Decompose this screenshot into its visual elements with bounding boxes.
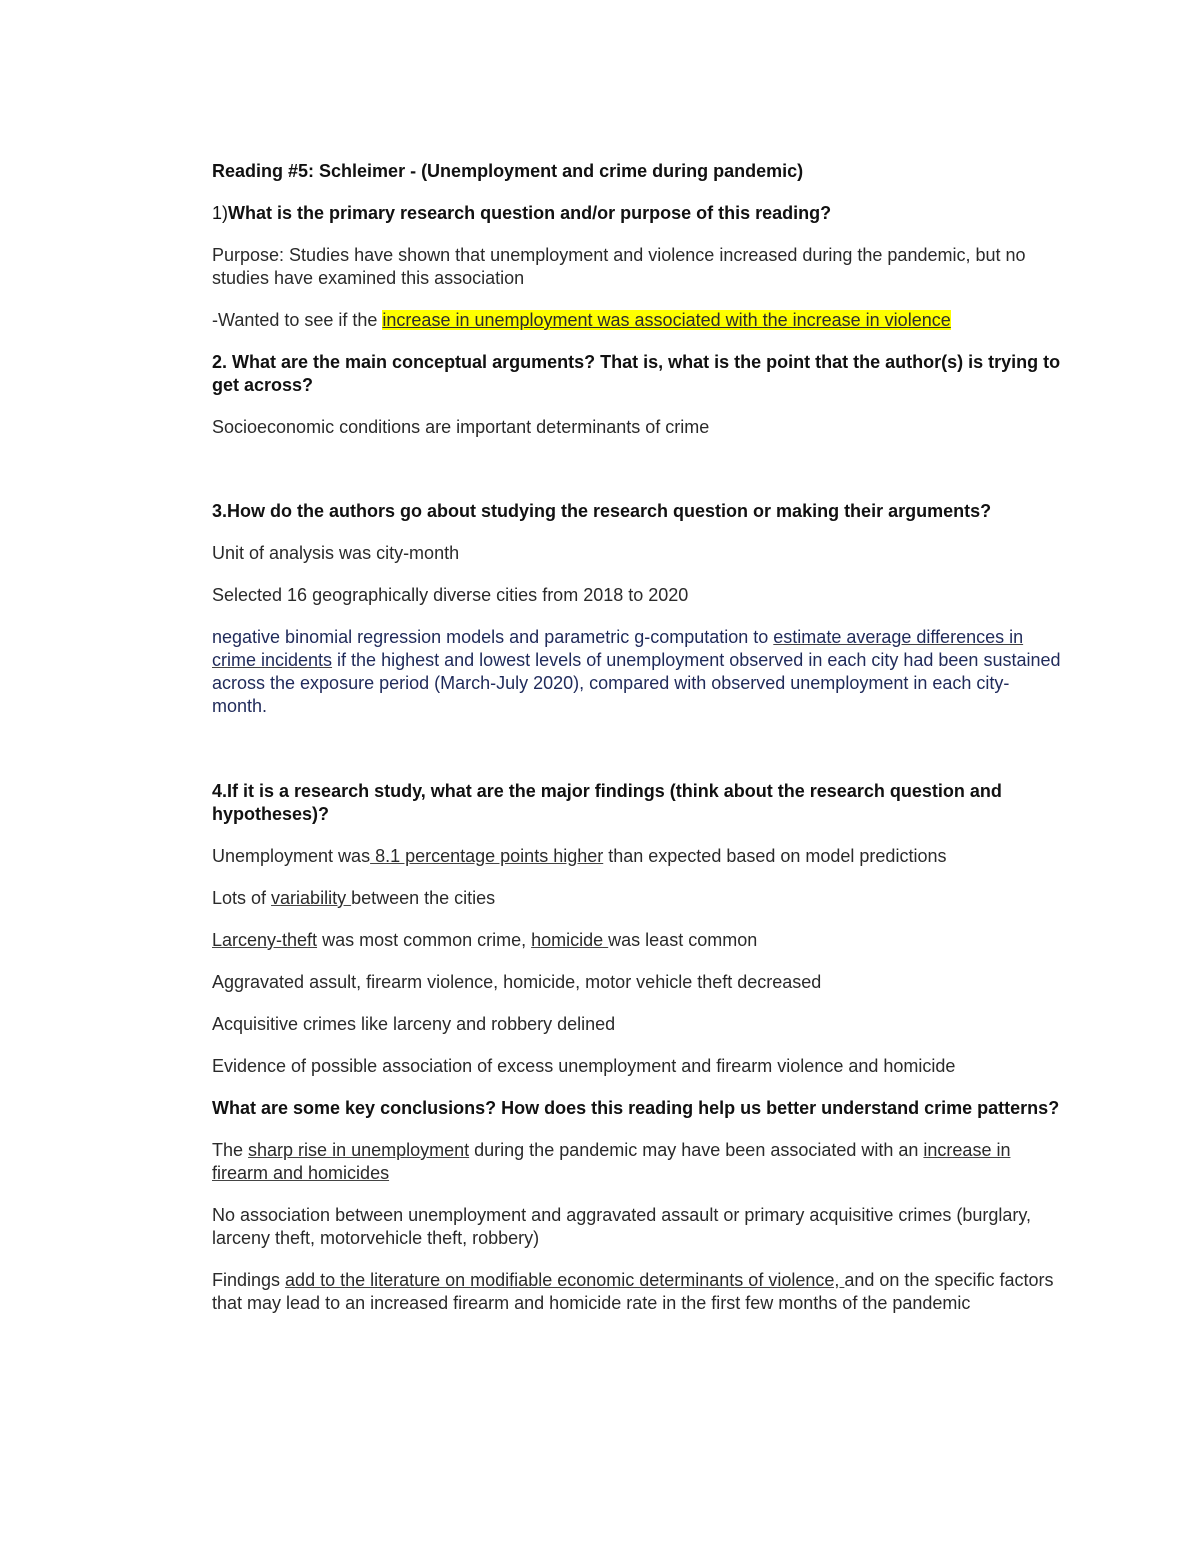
q1-purpose: Purpose: Studies have shown that unemployment and violence increased during the pandemic, but no studies have examined this association — [212, 245, 1026, 288]
conclusion-3 — [212, 1269, 1062, 1315]
question-4: 4.If it is a research study, what are the major findings (think about the research question and hypotheses)? — [212, 781, 1002, 824]
q1-highlighted-text: increase in unemployment was associated with the increase in violence — [382, 310, 951, 330]
conclusion-1 — [212, 1139, 1062, 1185]
conclusion-3-underlined: add to the literature on modifiable economic determinants of violence, — [285, 1270, 845, 1290]
document-title: Reading #5: Schleimer - (Unemployment and crime during pandemic) — [212, 161, 804, 181]
q3-unit: Unit of analysis was city-month — [212, 543, 460, 563]
q2-answer: Socioeconomic conditions are important determinants of crime — [212, 417, 710, 437]
conclusion-3-b: and on the specific factors that may lead to an increased firearm and homicide rate in the first few months of the pandemic — [212, 1270, 1054, 1313]
finding-3-a: was most common crime, — [317, 930, 532, 950]
conclusion-1-underlined-2: increase in firearm and homicides — [212, 1140, 1011, 1183]
finding-2 — [212, 887, 1062, 910]
question-1 — [212, 202, 1062, 225]
finding-1-underlined: 8.1 percentage points higher — [370, 846, 604, 866]
finding-1 — [212, 845, 1062, 868]
question-1-number: 1) — [212, 203, 229, 223]
question-2: 2. What are the main conceptual arguments? That is, what is the point that the author(s) is trying to get across? — [212, 352, 1061, 395]
finding-3-underlined-1: Larceny-theft — [212, 930, 318, 950]
question-3: 3.How do the authors go about studying the research question or making their arguments? — [212, 501, 992, 521]
conclusion-1-a: The — [212, 1140, 249, 1160]
conclusion-3-a: Findings — [212, 1270, 286, 1290]
finding-2-b: between the cities — [351, 888, 496, 908]
conclusion-2: No association between unemployment and aggravated assault or primary acquisitive crimes (burglary, larceny theft, motorvehicle theft, robbery) — [212, 1205, 1032, 1248]
q3-method — [212, 626, 1062, 718]
q3-method-a: negative binomial regression models and parametric g-computation to — [212, 627, 774, 647]
finding-6: Evidence of possible association of excess unemployment and firearm violence and homicide — [212, 1056, 956, 1076]
q3-method-b: if the highest and lowest levels of unemployment observed in each city had been sustained across the exposure period (March-July 2020), compared with observed unemployment in each city-month. — [212, 650, 1061, 716]
finding-2-a: Lots of — [212, 888, 272, 908]
finding-3-underlined-2: homicide — [531, 930, 609, 950]
finding-5: Acquisitive crimes like larceny and robbery delined — [212, 1014, 616, 1034]
q3-method-underlined: estimate average differences in crime incidents — [212, 627, 1024, 670]
conclusion-1-underlined-1: sharp rise in unemployment — [248, 1140, 470, 1160]
finding-1-a: Unemployment was — [212, 846, 371, 866]
conclusion-1-b: during the pandemic may have been associated with an — [469, 1140, 924, 1160]
q1-wanted — [212, 309, 1062, 332]
question-5: What are some key conclusions? How does this reading help us better understand crime patterns? — [212, 1098, 1060, 1118]
finding-2-underlined: variability — [271, 888, 352, 908]
document-page — [212, 160, 1062, 1334]
finding-3 — [212, 929, 1062, 952]
q1-wanted-prefix: -Wanted to see if the — [212, 310, 383, 330]
q3-selected: Selected 16 geographically diverse cities from 2018 to 2020 — [212, 585, 689, 605]
finding-4: Aggravated assult, firearm violence, homicide, motor vehicle theft decreased — [212, 972, 822, 992]
finding-3-b: was least common — [608, 930, 758, 950]
question-1-text: What is the primary research question and/or purpose of this reading? — [228, 203, 832, 223]
finding-1-b: than expected based on model predictions — [603, 846, 947, 866]
